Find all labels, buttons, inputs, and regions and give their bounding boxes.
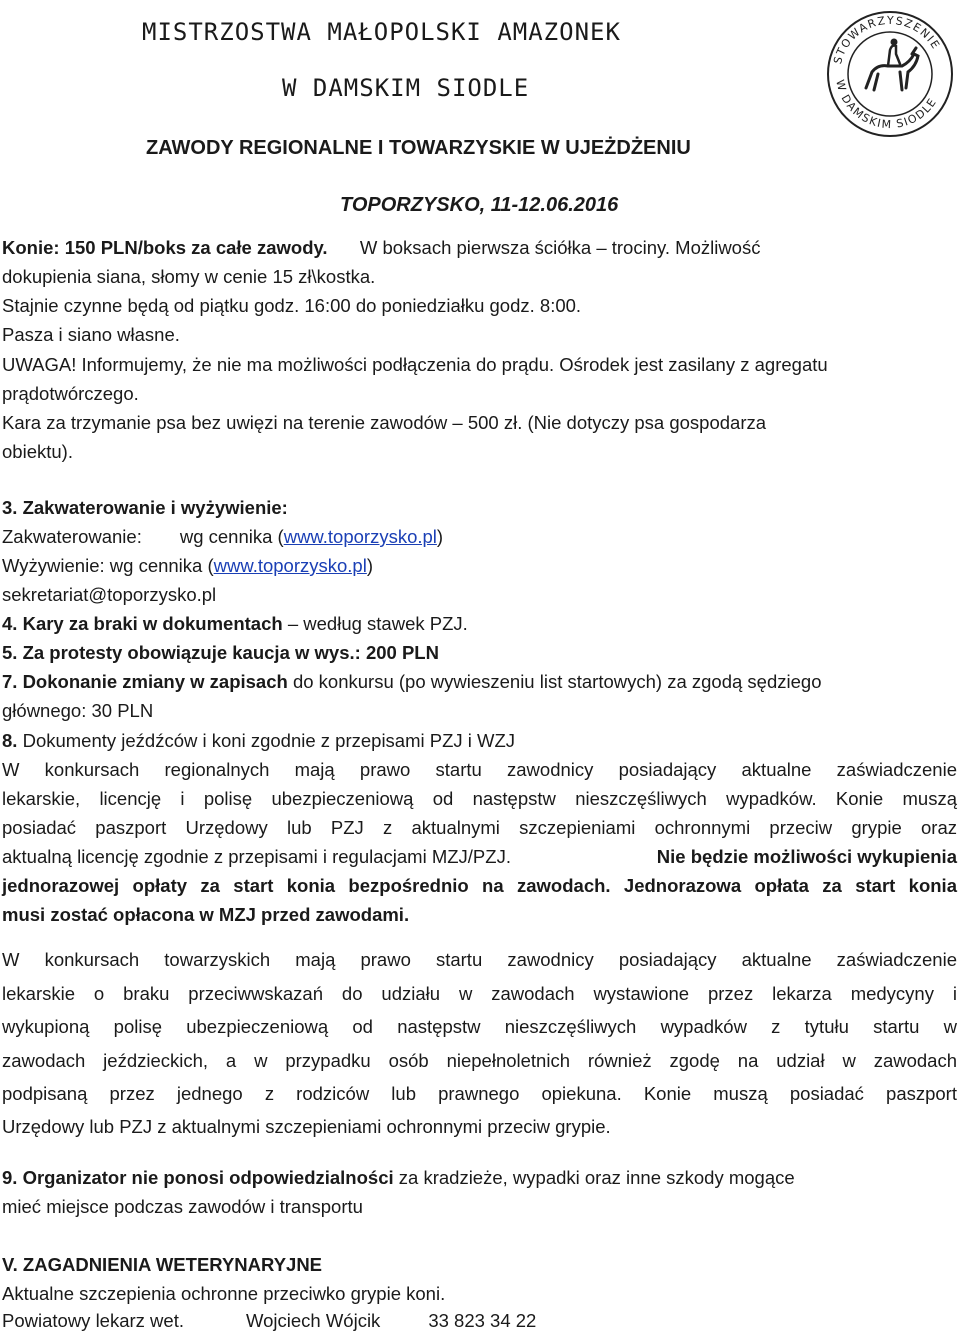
food-text: Wyżywienie: wg cennika ( (2, 555, 214, 576)
vet-phone: 33 823 34 22 (428, 1310, 537, 1331)
contact-email[interactable]: sekretariat@toporzysko.pl (2, 584, 217, 605)
competition-subtitle: ZAWODY REGIONALNE I TOWARZYSKIE W UJEŻDŻENIU (146, 137, 691, 159)
dog-fine: Kara za trzymanie psa bez uwięzi na terenie zawodów – 500 zł. (Nie dotyczy psa gospodarza (2, 412, 767, 433)
section-4 (2, 609, 468, 638)
bedding-info: W boksach pierwsza ściółka – trociny. Możliwość (359, 237, 761, 258)
section-7-title: 7. Dokonanie zmiany w zapisach (2, 671, 288, 692)
stables-open-hours: Stajnie czynne będą od piątku godz. 16:00 do poniedziałku godz. 8:00. (2, 295, 582, 316)
section-8-title: Dokumenty jeźdźców i koni zgodnie z przepisami PZJ i WZJ (17, 730, 516, 751)
vet-label: Powiatowy lekarz wet. (2, 1310, 184, 1331)
stabling-line-1 (2, 233, 760, 262)
regional-para-line-4 (2, 842, 957, 871)
section-7 (2, 667, 822, 696)
section-4-num: 4. (2, 613, 18, 634)
social-para-line-2: lekarskie o braku przeciwwskazań do udziału w zawodach wystawione przez lekarza medycyny i (2, 983, 957, 1004)
section-9-title: 9. Organizator nie ponosi odpowiedzialności (2, 1167, 394, 1188)
vet-contact-row (2, 1306, 536, 1335)
food-row (2, 551, 373, 580)
toporzysko-link[interactable]: www.toporzysko.pl (283, 526, 437, 547)
svg-text:STOWARZYSZENIE: STOWARZYSZENIE (831, 13, 943, 66)
power-notice-cont: prądotwórczego. (2, 383, 139, 404)
vet-name: Wojciech Wójcik (245, 1310, 381, 1331)
section-7-cont: głównego: 30 PLN (2, 700, 154, 721)
section-5: 5. Za protesty obowiązuje kaucja w wys.: 200 PLN (2, 642, 439, 663)
paren-close-2: ) (366, 555, 374, 576)
stabling-line-2: dokupienia siana, słomy w cenie 15 zł\kostka. (2, 266, 376, 287)
paren-close: ) (436, 526, 444, 547)
accommodation-label: Zakwaterowanie: (2, 526, 142, 547)
license-text: aktualną licencję zgodnie z przepisami i regulacjami MZJ/PZJ. (2, 846, 511, 867)
fee-notice-start: Nie będzie możliwości wykupienia (656, 846, 957, 867)
section-4-text: – według stawek PZJ. (282, 613, 468, 634)
document-title: MISTRZOSTWA MAŁOPOLSKI AMAZONEK (142, 18, 621, 46)
power-notice: UWAGA! Informujemy, że nie ma możliwości podłączenia do prądu. Ośrodek jest zasilany z agregatu (2, 354, 828, 375)
horse-rider-logo-icon (826, 10, 954, 138)
regional-para-line-1: W konkursach regionalnych mają prawo startu zawodnicy posiadający aktualne zaświadczenie (2, 759, 957, 780)
section-9-cont: mieć miejsce podczas zawodów i transportu (2, 1196, 363, 1217)
social-para-line-6: Urzędowy lub PZJ z aktualnymi szczepieniami ochronnymi przeciw grypie. (2, 1116, 611, 1137)
social-para-line-4: zawodach jeździeckich, a w przypadku osób niepełnoletnich również zgodę na udział w zawodach (2, 1050, 957, 1071)
stabling-price: Konie: 150 PLN/boks za całe zawody. (2, 237, 328, 258)
social-para-line-5: podpisaną przez jednego z rodziców lub prawnego opiekuna. Konie muszą posiadać paszport (2, 1083, 957, 1104)
toporzysko-link-2[interactable]: www.toporzysko.pl (213, 555, 367, 576)
accommodation-row (2, 522, 443, 551)
section-9 (2, 1163, 795, 1192)
svg-text:W DAMSKIM SIODLE: W DAMSKIM SIODLE (833, 78, 940, 132)
regional-para-line-3: posiadać paszport Urzędowy lub PZJ z aktualnymi szczepieniami ochronnymi przeciw grypie oraz (2, 817, 957, 838)
fee-notice-line-3: musi zostać opłacona w MZJ przed zawodami. (2, 904, 410, 925)
document-title-line2: W DAMSKIM SIODLE (282, 74, 530, 102)
vaccination-text: Aktualne szczepienia ochronne przeciwko grypie koni. (2, 1283, 446, 1304)
section-9-text: za kradzieże, wypadki oraz inne szkody mogące (393, 1167, 795, 1188)
social-para-line-3: wykupioną polisę ubezpieczeniową od następstw nieszczęśliwych wypadków z tytułu startu w (2, 1016, 957, 1037)
fee-notice-line-2: jednorazowej opłaty za start konia bezpośrednio na zawodach. Jednorazowa opłata za start konia (2, 875, 957, 896)
section-v-heading: V. ZAGADNIENIA WETERYNARYJNE (2, 1254, 323, 1275)
section-4-title: Kary za braki w dokumentach (22, 613, 283, 634)
location-date: TOPORZYSKO, 11-12.06.2016 (340, 194, 619, 216)
dog-fine-cont: obiektu). (2, 441, 73, 462)
feed-info: Pasza i siano własne. (2, 324, 180, 345)
section-3-heading: 3. Zakwaterowanie i wyżywienie: (2, 497, 288, 518)
section-8 (2, 726, 515, 755)
regional-para-line-2: lekarskie, licencję i polisę ubezpieczeniową od następstw nieszczęśliwych wypadków. Konie muszą (2, 788, 957, 809)
section-8-num: 8. (2, 730, 18, 751)
social-para-line-1: W konkursach towarzyskich mają prawo startu zawodnicy posiadający aktualne zaświadczenie (2, 949, 957, 970)
accommodation-text: wg cennika ( (179, 526, 284, 547)
section-7-text: do konkursu (po wywieszeniu list startowych) za zgodą sędziego (287, 671, 822, 692)
